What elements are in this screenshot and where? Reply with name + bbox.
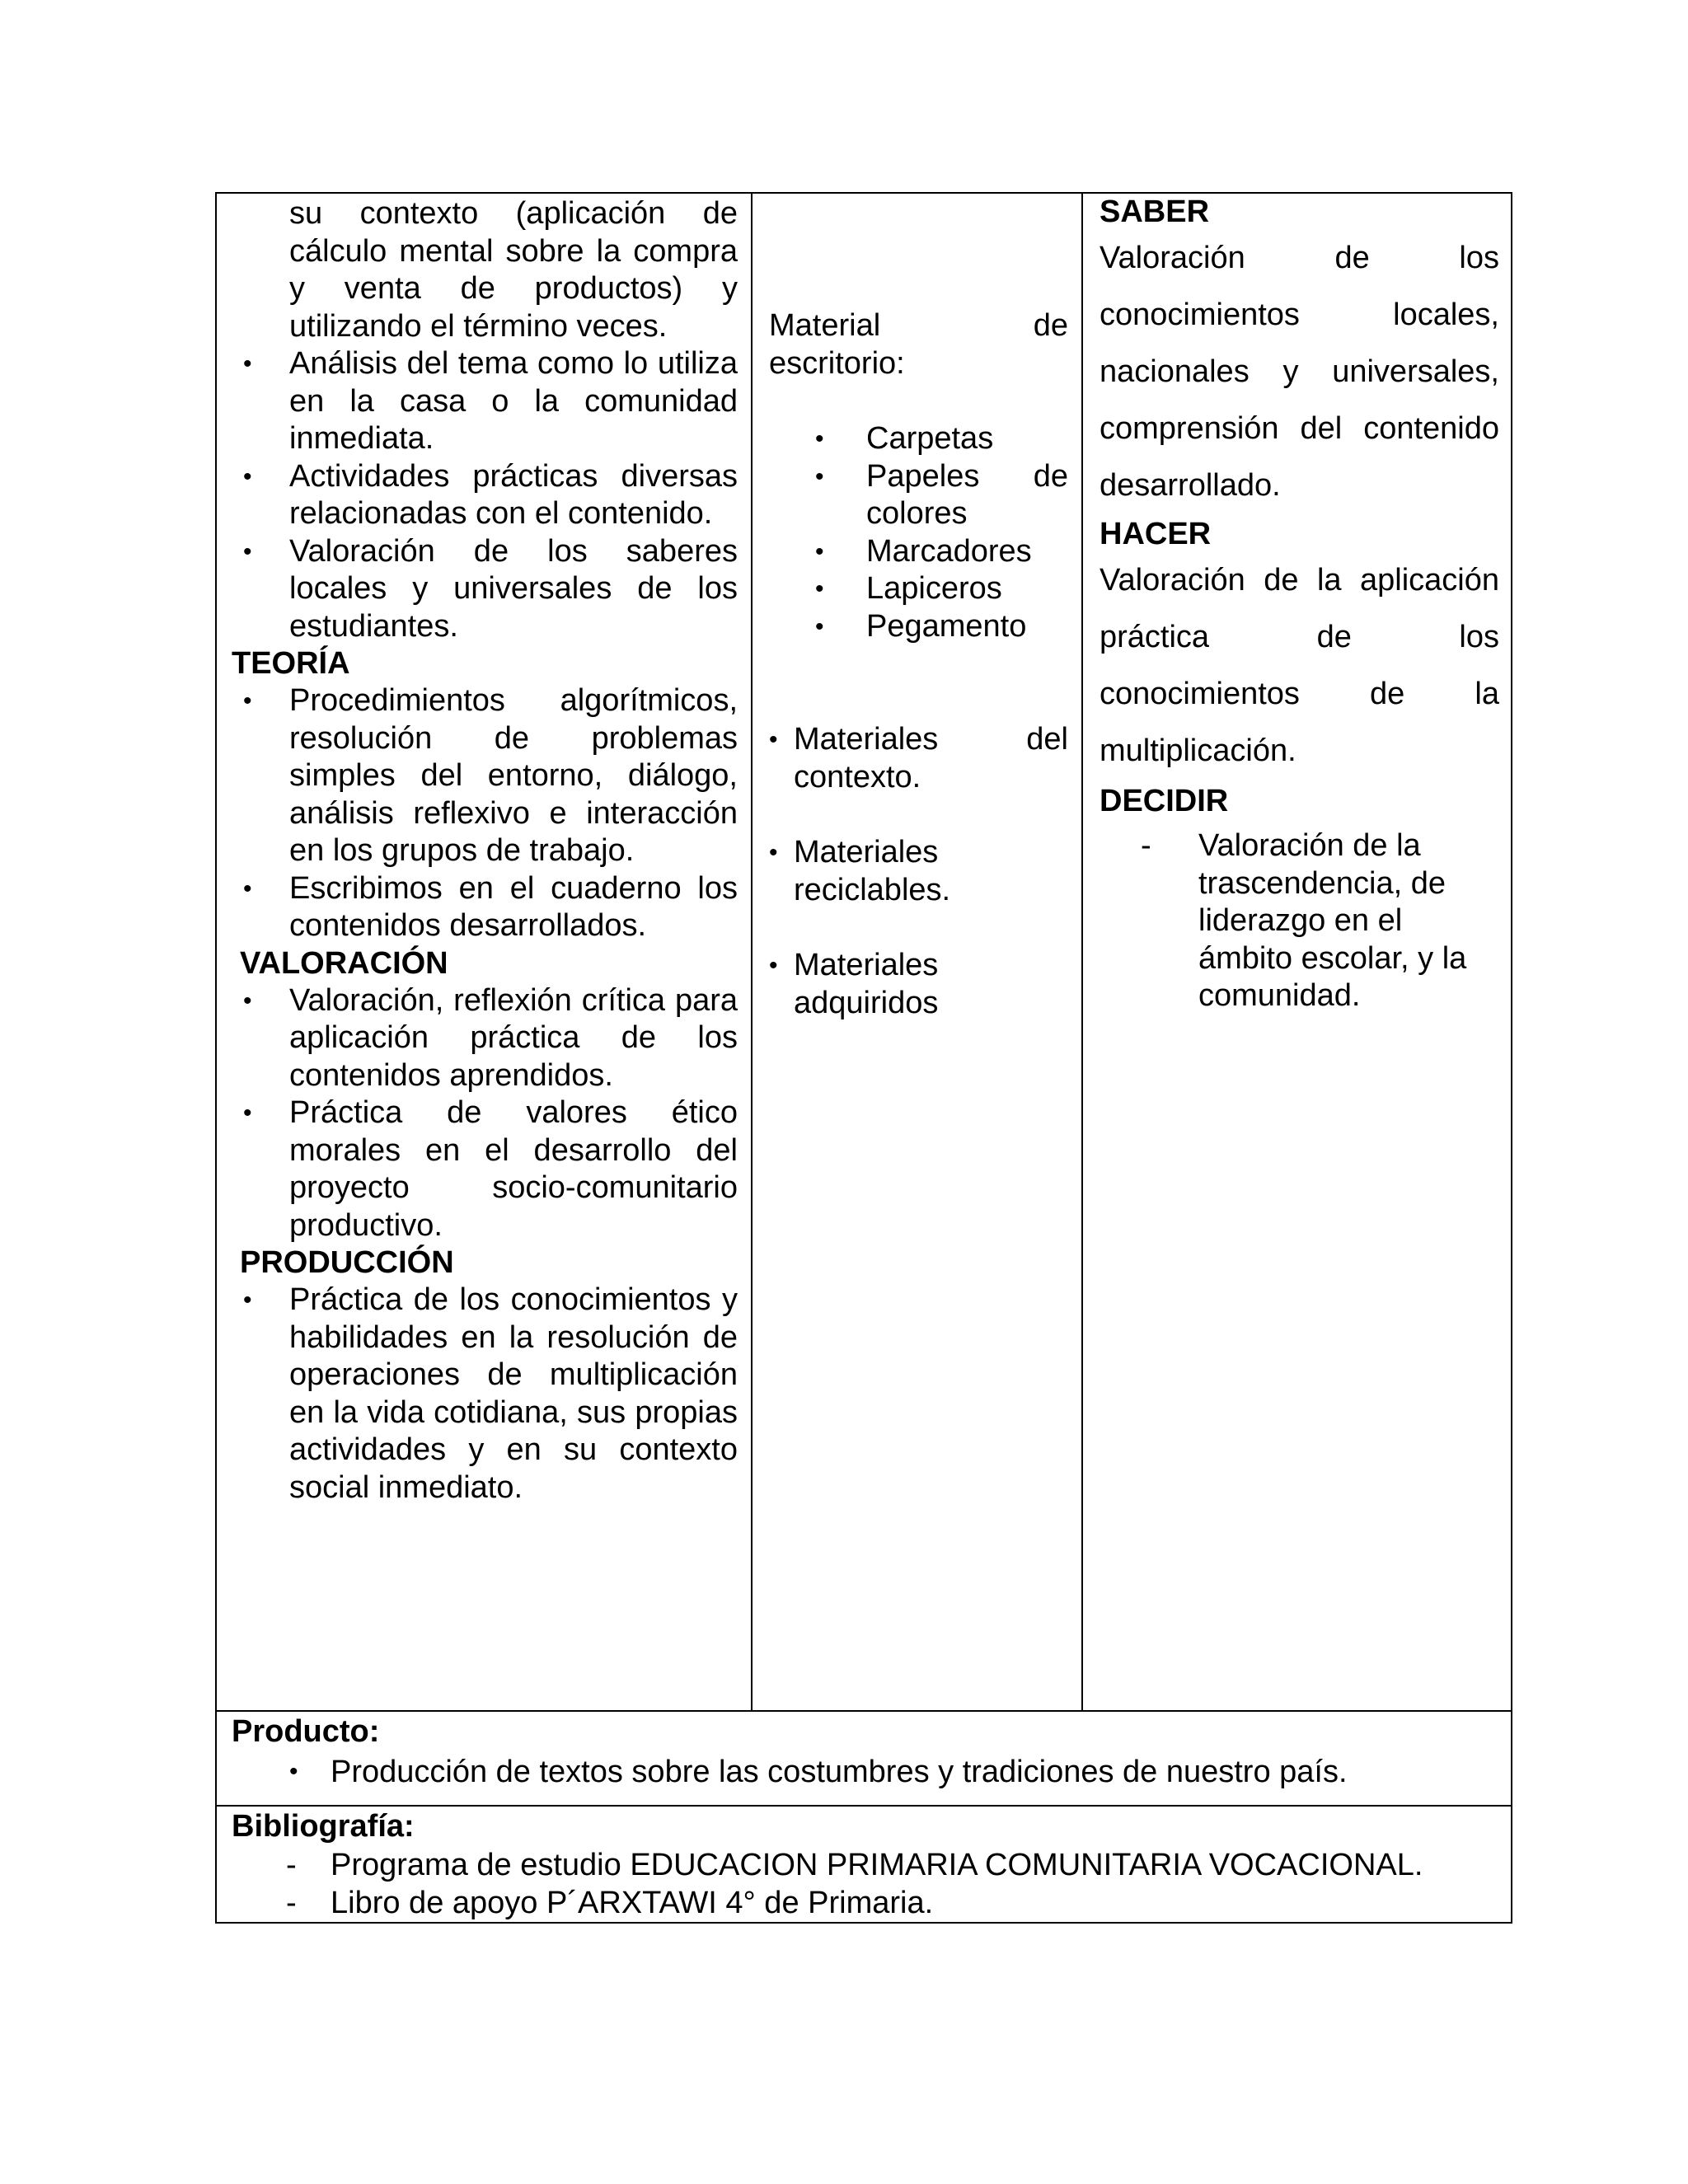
bibliografia-list — [232, 1846, 1498, 1922]
producto-heading: Producto: — [232, 1714, 380, 1749]
producto-cell — [216, 1711, 1512, 1806]
valoracion-list — [232, 982, 738, 1245]
list-item: • Valoración de los saberes locales y universales de los estudiantes. — [243, 533, 738, 644]
bullet-icon: • — [815, 462, 824, 490]
bullet-icon: • — [243, 1099, 252, 1127]
bibliografia-heading: Bibliografía: — [232, 1809, 415, 1844]
list-item: - Valoración de la trascendencia, de liderazgo en el ámbito escolar, y la comunidad. — [1141, 828, 1467, 1013]
producto-row — [216, 1711, 1512, 1806]
teoria-heading: TEORÍA — [232, 646, 350, 681]
materials-list — [769, 420, 1068, 645]
bullet-icon: • — [815, 425, 824, 452]
list-item: • Valoración, reflexión crítica para aplicación práctica de los contenidos aprendidos. — [243, 982, 738, 1093]
bullet-icon: • — [815, 575, 824, 602]
saber-heading: SABER — [1100, 194, 1210, 229]
bullet-icon: • — [815, 537, 824, 565]
list-item: • Pegamento — [769, 608, 1068, 646]
bibliografia-cell — [216, 1806, 1512, 1923]
producto-list — [232, 1753, 1498, 1791]
dash-icon: - — [1141, 828, 1151, 863]
material-label-line1: Material de — [769, 308, 1068, 343]
valoracion-heading: VALORACIÓN — [240, 945, 448, 981]
bullet-icon: • — [769, 952, 778, 979]
list-item: • Escribimos en el cuaderno los contenidos desarrollados. — [243, 870, 738, 943]
planning-table — [215, 192, 1512, 1924]
list-item: • Carpetas — [769, 420, 1068, 458]
bullet-icon: • — [243, 537, 252, 565]
list-item: • Lapiceros — [769, 570, 1068, 608]
bullet-icon: • — [243, 1286, 252, 1314]
saber-text: Valoración de los conocimientos locales, nacionales y universales, comprensión del contenido desarrollado. — [1100, 241, 1499, 503]
methodology-cell — [216, 193, 752, 1711]
list-item: • Materiales del contexto. — [769, 722, 1068, 794]
hacer-heading: HACER — [1100, 517, 1212, 551]
list-item: • Papeles de colores — [815, 458, 1068, 531]
produccion-heading: PRODUCCIÓN — [240, 1245, 454, 1280]
bullet-icon: • — [769, 839, 778, 866]
list-item: • Procedimientos algorítmicos, resolución de problemas simples del entorno, diálogo, análisis reflexivo e interacción en los grupos de trabajo. — [243, 683, 738, 868]
list-item: • Producción de textos sobre las costumbres y tradiciones de nuestro país. — [289, 1755, 1348, 1789]
bullet-icon: • — [815, 612, 824, 640]
teoria-list — [232, 682, 738, 945]
bullet-icon: • — [243, 874, 252, 902]
list-item: • Práctica de valores ético morales en el desarrollo del proyecto socio-comunitario productivo. — [243, 1095, 738, 1243]
materials-cell — [752, 193, 1082, 1711]
dash-icon: - — [286, 1886, 297, 1920]
bibliografia-row — [216, 1806, 1512, 1923]
lead-list — [232, 195, 738, 645]
main-row — [216, 193, 1512, 1711]
bullet-icon: • — [243, 350, 252, 377]
decidir-heading: DECIDIR — [1100, 784, 1229, 818]
list-item: • Materiales reciclables. — [769, 835, 951, 907]
hacer-text: Valoración de la aplicación práctica de los conocimientos de la multiplicación. — [1100, 563, 1499, 768]
bullet-icon: • — [243, 462, 252, 490]
dash-icon: - — [286, 1848, 297, 1882]
list-item: - Libro de apoyo P´ARXTAWI 4° de Primaria. — [286, 1886, 934, 1920]
continued-item: su contexto (aplicación de cálculo mental sobre la compra y venta de productos) y utilizando el término veces. — [289, 196, 738, 344]
list-item: - Programa de estudio EDUCACION PRIMARIA COMUNITARIA VOCACIONAL. — [286, 1848, 1423, 1882]
list-item: • Marcadores — [769, 533, 1068, 571]
material-label-line2: escritorio: — [769, 345, 905, 381]
produccion-list — [232, 1282, 738, 1507]
bullet-icon: • — [769, 726, 778, 753]
list-item: • Práctica de los conocimientos y habilidades en la resolución de operaciones de multiplicación en la vida cotidiana, sus propias actividades y en su contexto social inmediato. — [243, 1282, 738, 1505]
decidir-list — [1100, 827, 1499, 1015]
list-item: • Materiales adquiridos — [769, 948, 939, 1020]
list-item: • Análisis del tema como lo utiliza en la casa o la comunidad inmediata. — [243, 346, 738, 456]
list-item: • Actividades prácticas diversas relacionadas con el contenido. — [243, 458, 738, 531]
bullet-icon: • — [243, 687, 252, 715]
bullet-icon: • — [243, 987, 252, 1015]
bullet-icon: • — [289, 1758, 298, 1785]
evaluation-cell — [1082, 193, 1512, 1711]
